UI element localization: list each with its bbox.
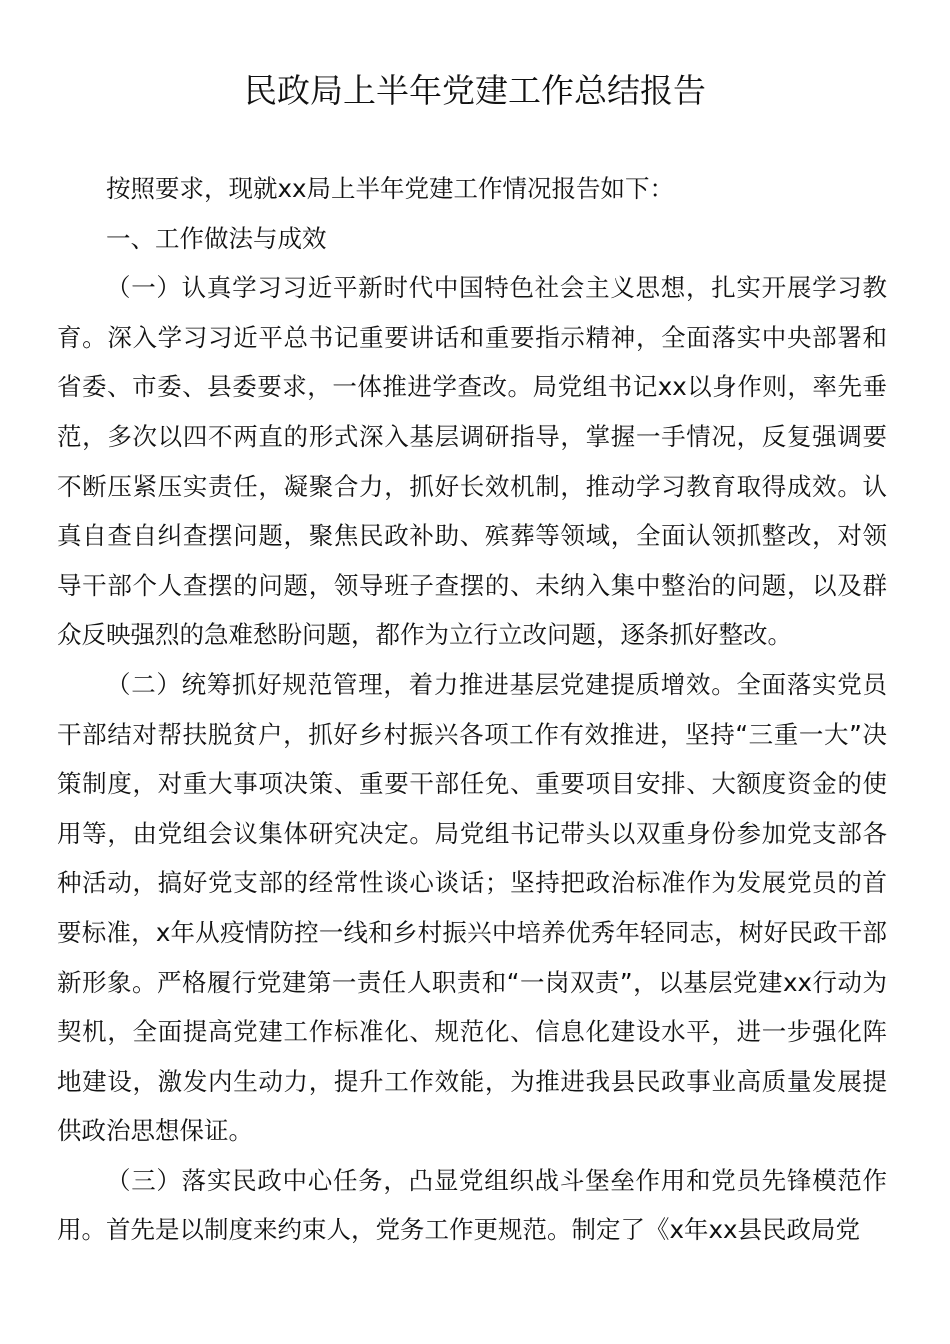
paragraph-3: （三）落实民政中心任务，凸显党组织战斗堡垒作用和党员先锋模范作用。首先是以制度来约束人，党务工作更规范。制定了《x年xx县民政局党 [57,1165,887,1245]
paragraph-1: （一）认真学习习近平新时代中国特色社会主义思想，扎实开展学习教育。深入学习习近平总书记重要讲话和重要指示精神，全面落实中央部署和省委、市委、县委要求，一体推进学查改。局党组书记xx以身作则，率先垂范，多次以四不两直的形式深入基层调研指导，掌握一手情况，反复强调要不断压紧压实责任，凝聚合力，抓好长效机制，推动学习教育取得成效。认真自查自纠查摆问题，聚焦民政补助、殡葬等领域，全面认领抓整改，对领导干部个人查摆的问题，领导班子查摆的、未纳入集中整治的问题，以及群众反映强烈的急难愁盼问题，都作为立行立改问题，逐条抓好整改。 [57,273,887,650]
document-title: 民政局上半年党建工作总结报告 [244,71,706,110]
section-heading: 一、工作做法与成效 [106,223,327,253]
document-body [57,164,887,1255]
paragraph-2: （二）统筹抓好规范管理，着力推进基层党建提质增效。全面落实党员干部结对帮扶脱贫户，抓好乡村振兴各项工作有效推进，坚持“三重一大”决策制度，对重大事项决策、重要干部任免、重要项目安排、大额度资金的使用等，由党组会议集体研究决定。局党组书记带头以双重身份参加党支部各种活动，搞好党支部的经常性谈心谈话；坚持把政治标准作为发展党员的首要标准，x年从疫情防控一线和乡村振兴中培养优秀年轻同志，树好民政干部新形象。严格履行党建第一责任人职责和“一岗双责”，以基层党建xx行动为契机，全面提高党建工作标准化、规范化、信息化建设水平，进一步强化阵地建设，激发内生动力，提升工作效能，为推进我县民政事业高质量发展提供政治思想保证。 [57,669,887,1146]
intro-paragraph: 按照要求，现就xx局上半年党建工作情况报告如下： [106,174,674,203]
